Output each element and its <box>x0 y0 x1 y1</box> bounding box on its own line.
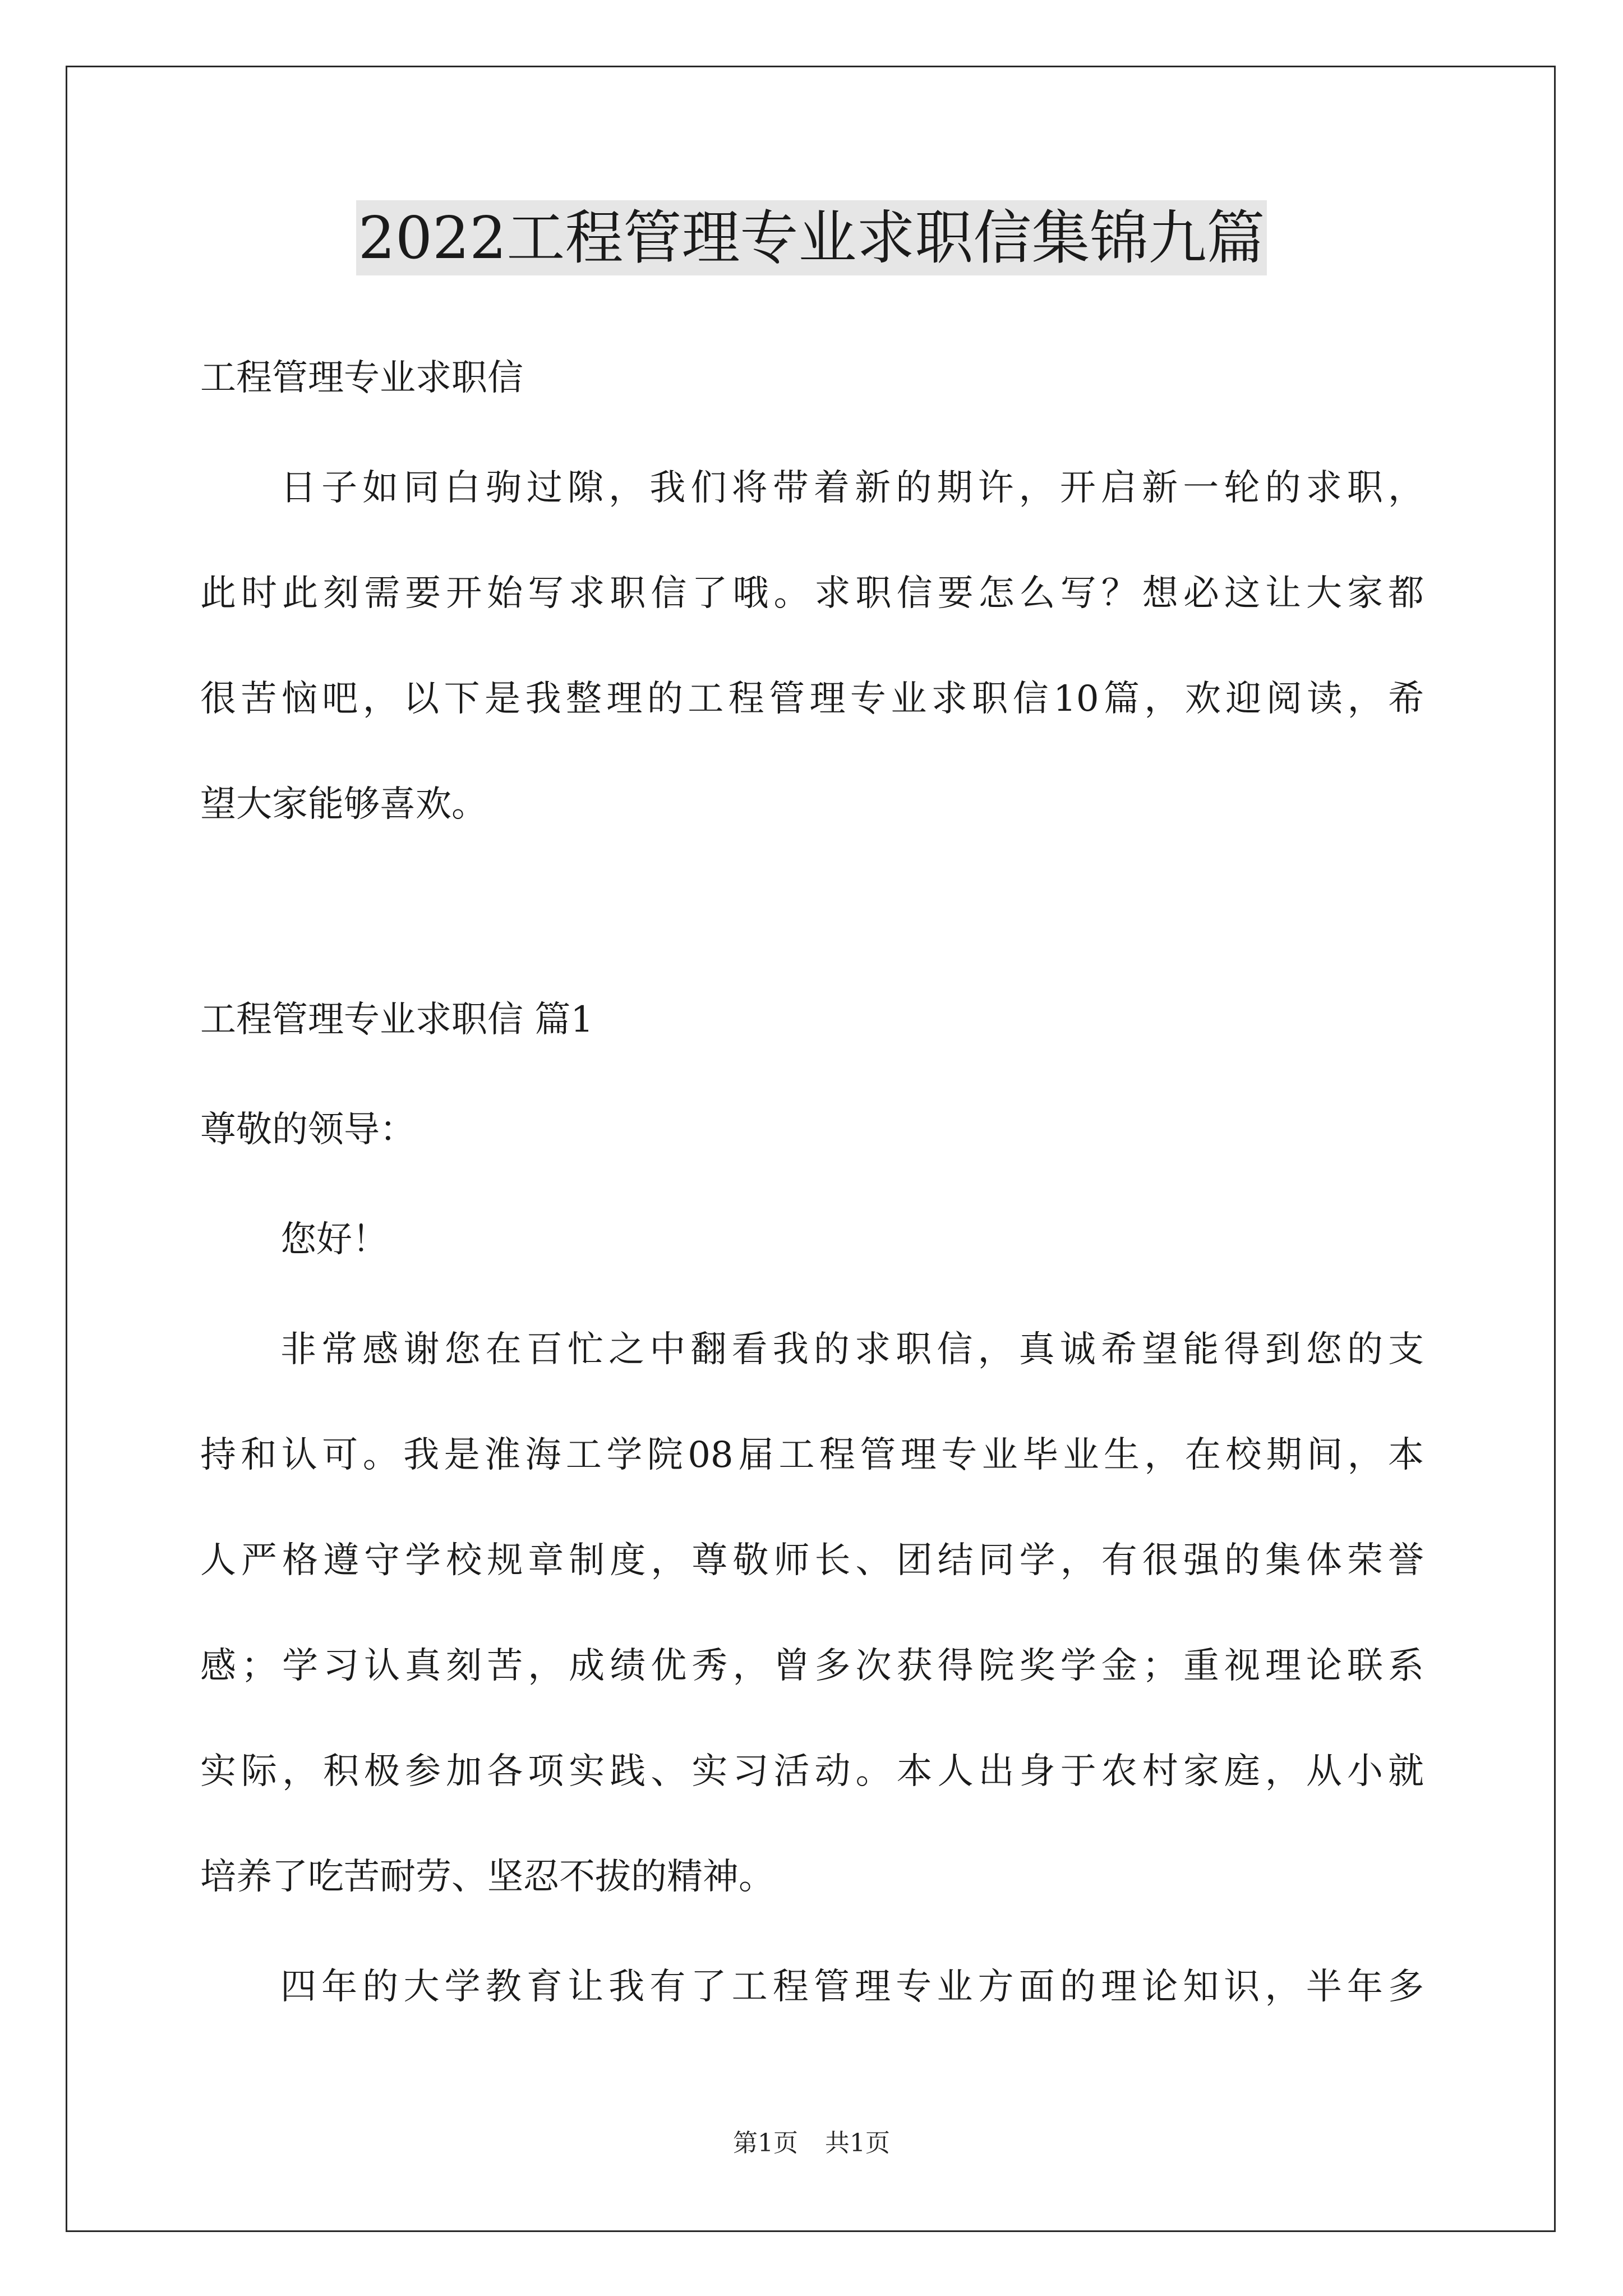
paragraph-line: 人严格遵守学校规章制度，尊敬师长、团结同学，有很强的集体荣誉 <box>200 1540 1424 1581</box>
paragraph-line: 非常感谢您在百忙之中翻看我的求职信，真诚希望能得到您的支 <box>280 1329 1424 1370</box>
intro-heading: 工程管理专业求职信 <box>200 357 523 399</box>
paragraph-line: 培养了吃苦耐劳、坚忍不拔的精神。 <box>200 1856 774 1898</box>
paragraph-line: 四年的大学教育让我有了工程管理专业方面的理论知识，半年多 <box>280 1966 1424 2008</box>
greeting: 您好！ <box>280 1219 388 1260</box>
intro-line: 日子如同白驹过隙，我们将带着新的期许，开启新一轮的求职， <box>280 467 1424 509</box>
paragraph-line: 感；学习认真刻苦，成绩优秀，曾多次获得院奖学金；重视理论联系 <box>200 1645 1424 1687</box>
paragraph-line: 实际，积极参加各项实践、实习活动。本人出身于农村家庭，从小就 <box>200 1751 1424 1792</box>
document-title-text: 2022工程管理专业求职信集锦九篇 <box>356 200 1267 275</box>
intro-line: 此时此刻需要开始写求职信了哦。求职信要怎么写？想必这让大家都 <box>200 573 1424 614</box>
intro-line: 很苦恼吧，以下是我整理的工程管理专业求职信10篇，欢迎阅读，希 <box>200 678 1424 720</box>
page-footer <box>0 2128 1623 2159</box>
intro-line: 望大家能够喜欢。 <box>200 784 487 825</box>
paragraph-line: 持和认可。我是淮海工学院08届工程管理专业毕业生，在校期间，本 <box>200 1434 1424 1476</box>
document-title <box>0 200 1623 275</box>
page-number: 第1页 <box>733 2129 798 2157</box>
page-total: 共1页 <box>825 2129 890 2157</box>
section-heading: 工程管理专业求职信 篇1 <box>200 999 594 1041</box>
salutation: 尊敬的领导： <box>200 1109 416 1151</box>
